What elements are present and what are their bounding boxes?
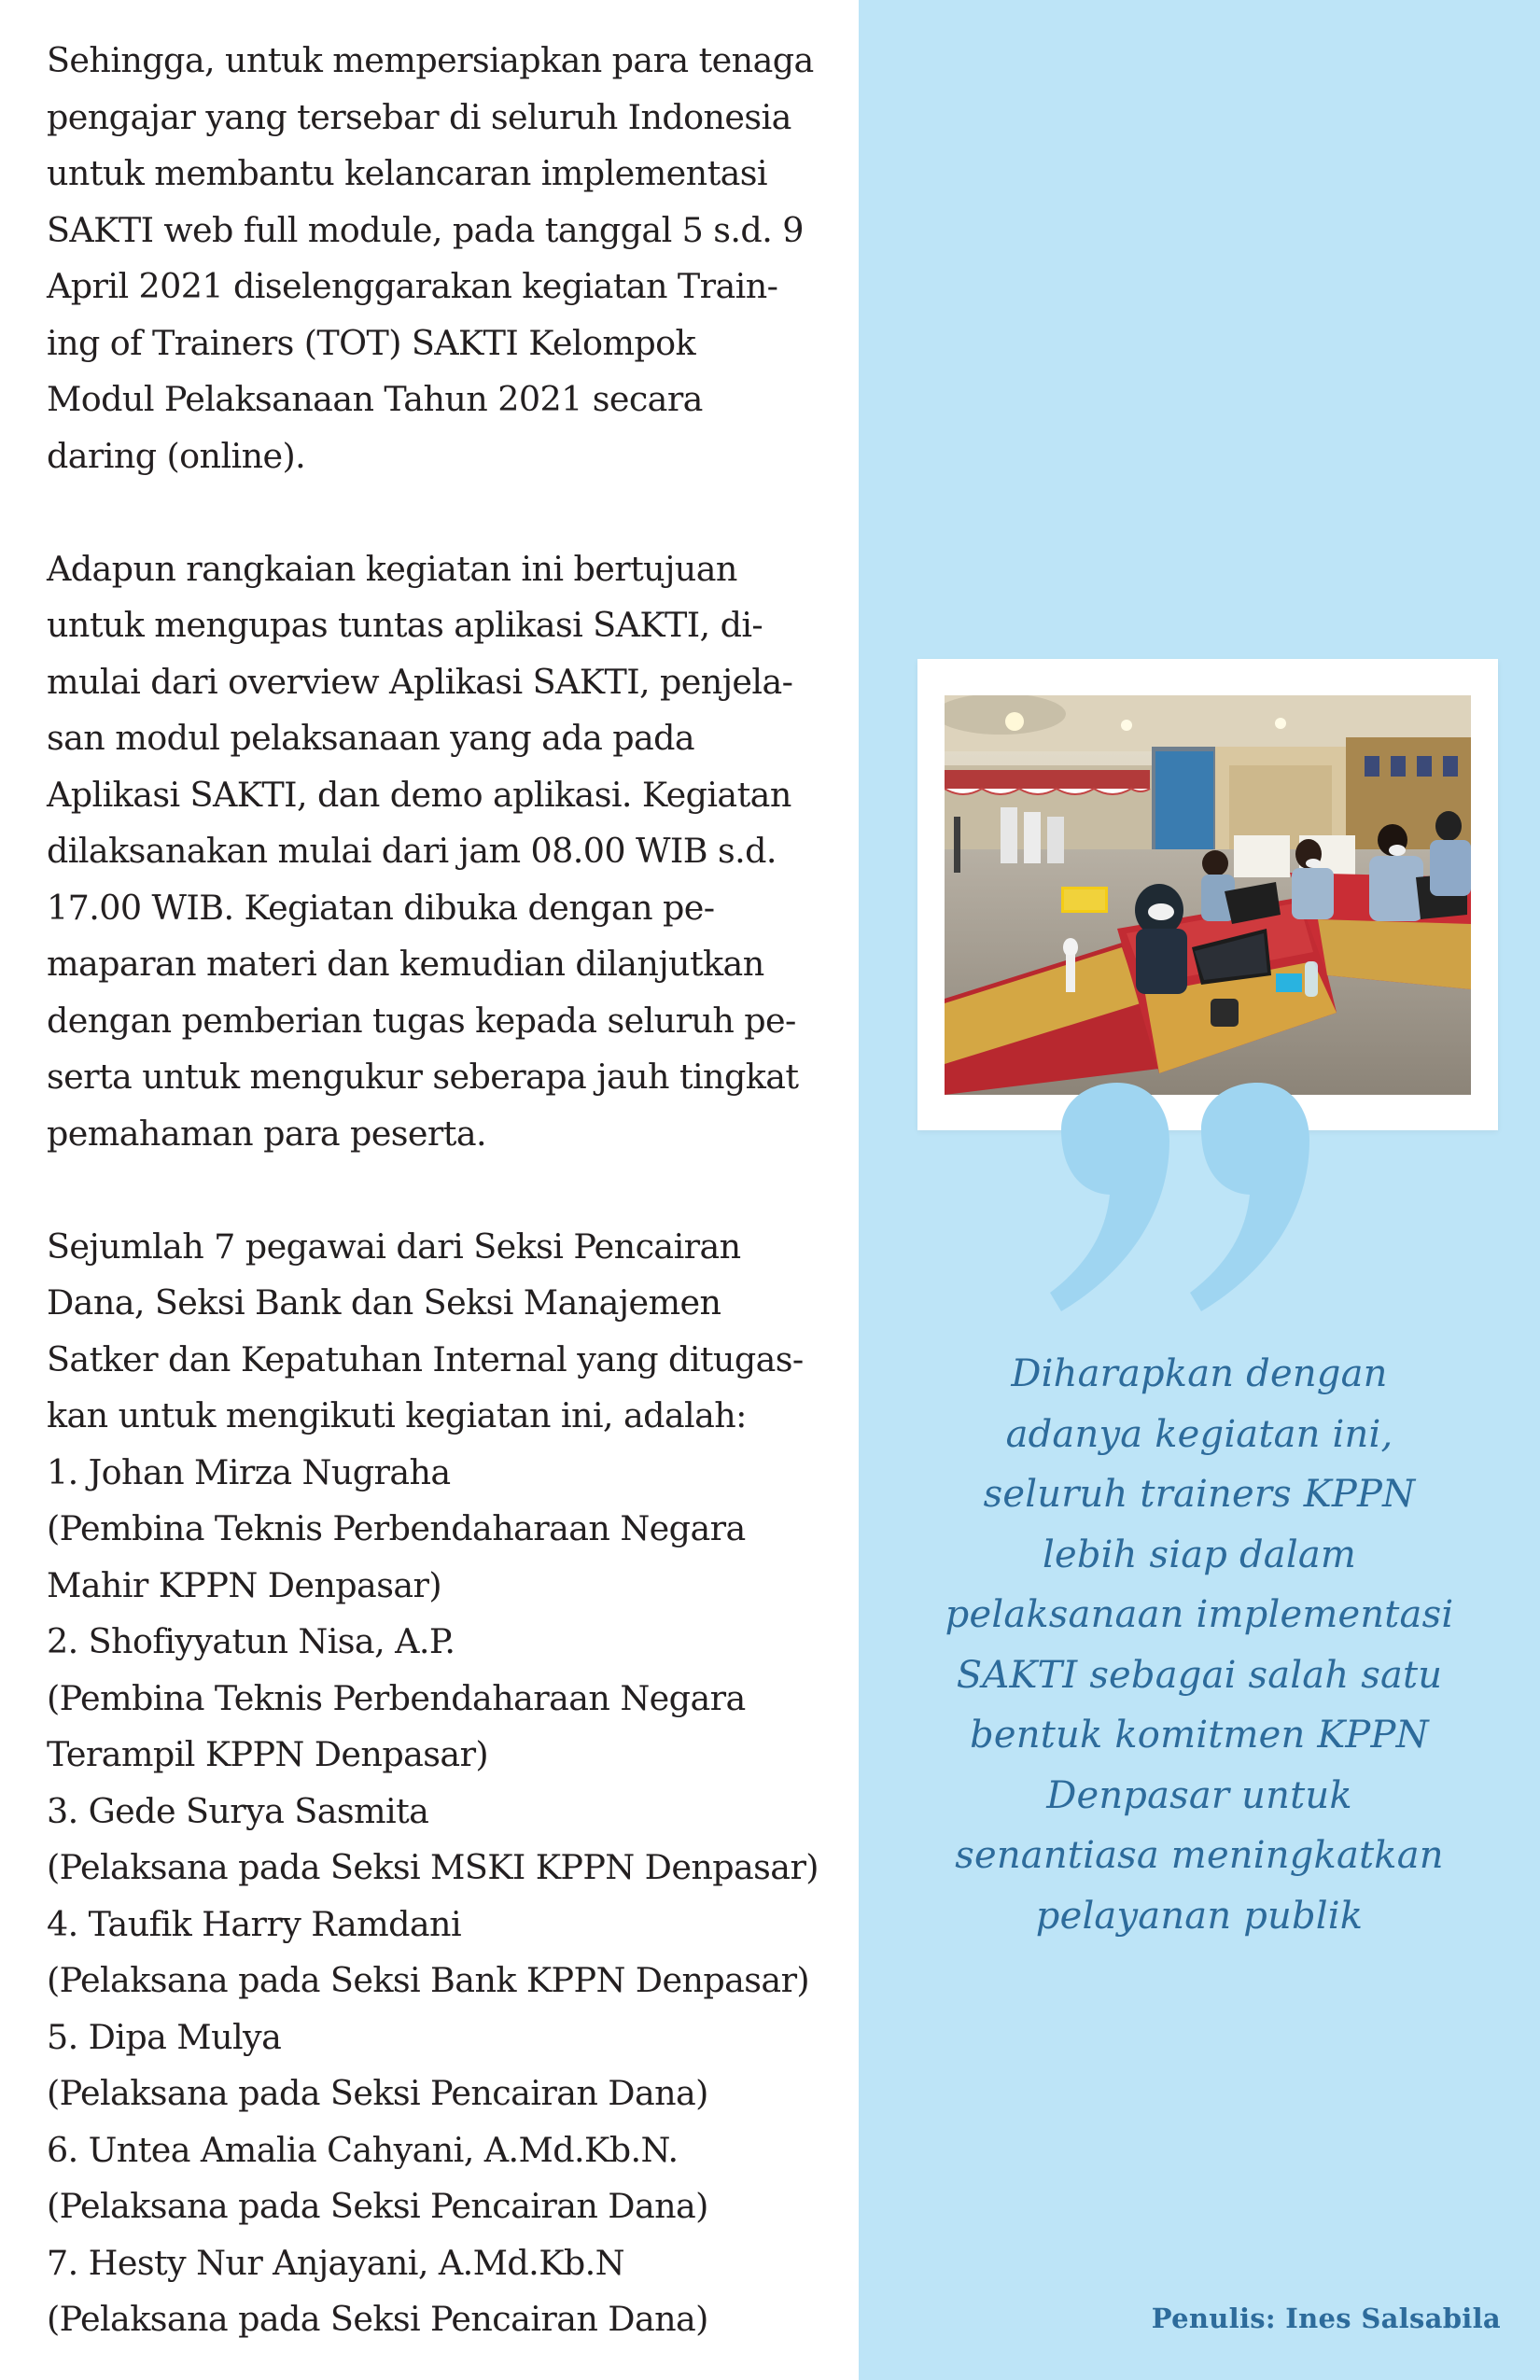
text-line: mulai dari overview Aplikasi SAKTI, penjela- <box>47 661 793 702</box>
participant-role: (Pelaksana pada Seksi Pencairan Dana) <box>47 2299 708 2339</box>
text-line: 17.00 WIB. Kegiatan dibuka dengan pe- <box>47 887 715 928</box>
participant-name: 3. Gede Surya Sasmita <box>47 1790 429 1831</box>
text-line: pengajar yang tersebar di seluruh Indonesia <box>47 96 791 137</box>
participant-role: (Pelaksana pada Seksi Pencairan Dana) <box>47 2186 708 2226</box>
text-line: san modul pelaksanaan yang ada pada <box>47 718 695 758</box>
text-line: Adapun rangkaian kegiatan ini bertujuan <box>47 548 737 589</box>
paragraph-activities <box>47 541 840 1163</box>
participant-name: 6. Untea Amalia Cahyani, A.Md.Kb.N. <box>47 2129 679 2170</box>
participant-role: (Pembina Teknis Perbendaharaan Negara <box>47 1508 746 1548</box>
text-line: Aplikasi SAKTI, dan demo aplikasi. Kegiatan <box>47 774 791 815</box>
quote-line: bentuk komitmen KPPN <box>970 1714 1429 1757</box>
text-line: April 2021 diselenggarakan kegiatan Train- <box>47 266 778 306</box>
text-line: Sehingga, untuk mempersiapkan para tenaga <box>47 40 814 80</box>
participant-name: 1. Johan Mirza Nugraha <box>47 1451 451 1492</box>
participant-role: (Pembina Teknis Perbendaharaan Negara <box>47 1677 746 1718</box>
text-line: Sejumlah 7 pegawai dari Seksi Pencairan <box>47 1225 741 1267</box>
quote-line: Diharapkan dengan <box>1011 1352 1388 1395</box>
text-line: daring (online). <box>47 435 306 476</box>
participant-role: (Pelaksana pada Seksi Bank KPPN Denpasar) <box>47 1960 810 2000</box>
text-line: pemahaman para peserta. <box>47 1113 487 1154</box>
quote-line: seluruh trainers KPPN <box>983 1473 1416 1516</box>
closing-quote-icon <box>1050 1083 1321 1311</box>
sidebar-panel <box>859 0 1540 2380</box>
participant-name: 5. Dipa Mulya <box>47 2016 282 2057</box>
quote-line: SAKTI sebagai salah satu <box>956 1653 1443 1697</box>
text-line: serta untuk mengukur seberapa jauh tingkat <box>47 1057 799 1097</box>
participant-name: 2. Shofiyyatun Nisa, A.P. <box>47 1621 455 1661</box>
participant-name: 7. Hesty Nur Anjayani, A.Md.Kb.N <box>47 2242 624 2283</box>
paragraph-intro <box>47 33 840 484</box>
text-line: Modul Pelaksanaan Tahun 2021 secara <box>47 379 703 419</box>
text-line: SAKTI web full module, pada tanggal 5 s.d. 9 <box>47 209 804 250</box>
pull-quote <box>924 1344 1475 1946</box>
author-credit: Penulis: Ines Salsabila <box>1151 2303 1501 2334</box>
participant-role: (Pelaksana pada Seksi Pencairan Dana) <box>47 2073 708 2113</box>
article-body <box>47 33 840 2348</box>
text-line: kan untuk mengikuti kegiatan ini, adalah: <box>47 1395 747 1435</box>
text-line: Dana, Seksi Bank dan Seksi Manajemen <box>47 1282 721 1323</box>
text-line: dilaksanakan mulai dari jam 08.00 WIB s.d. <box>47 831 777 871</box>
participant-role: Terampil KPPN Denpasar) <box>47 1734 489 1774</box>
text-line: Satker dan Kepatuhan Internal yang ditugas- <box>47 1338 804 1379</box>
paragraph-participants <box>47 1219 840 2348</box>
text-line: untuk mengupas tuntas aplikasi SAKTI, di- <box>47 605 763 645</box>
text-line: untuk membantu kelancaran implementasi <box>47 153 768 193</box>
participant-role: (Pelaksana pada Seksi MSKI KPPN Denpasar) <box>47 1847 819 1887</box>
quote-line: pelaksanaan implementasi <box>945 1593 1454 1636</box>
quote-line: adanya kegiatan ini, <box>1005 1412 1393 1456</box>
text-line: maparan materi dan kemudian dilanjutkan <box>47 944 764 984</box>
participant-name: 4. Taufik Harry Ramdani <box>47 1903 462 1944</box>
quote-line: pelayanan publik <box>1035 1894 1364 1938</box>
quote-line: lebih siap dalam <box>1042 1533 1357 1576</box>
participant-role: Mahir KPPN Denpasar) <box>47 1564 441 1605</box>
training-session-photo <box>945 695 1471 1095</box>
text-line: dengan pemberian tugas kepada seluruh pe- <box>47 1000 796 1041</box>
quote-line: Denpasar untuk <box>1046 1773 1352 1817</box>
text-line: ing of Trainers (TOT) SAKTI Kelompok <box>47 322 696 363</box>
quote-line: senantiasa meningkatkan <box>955 1834 1444 1877</box>
photo-frame <box>917 659 1498 1130</box>
